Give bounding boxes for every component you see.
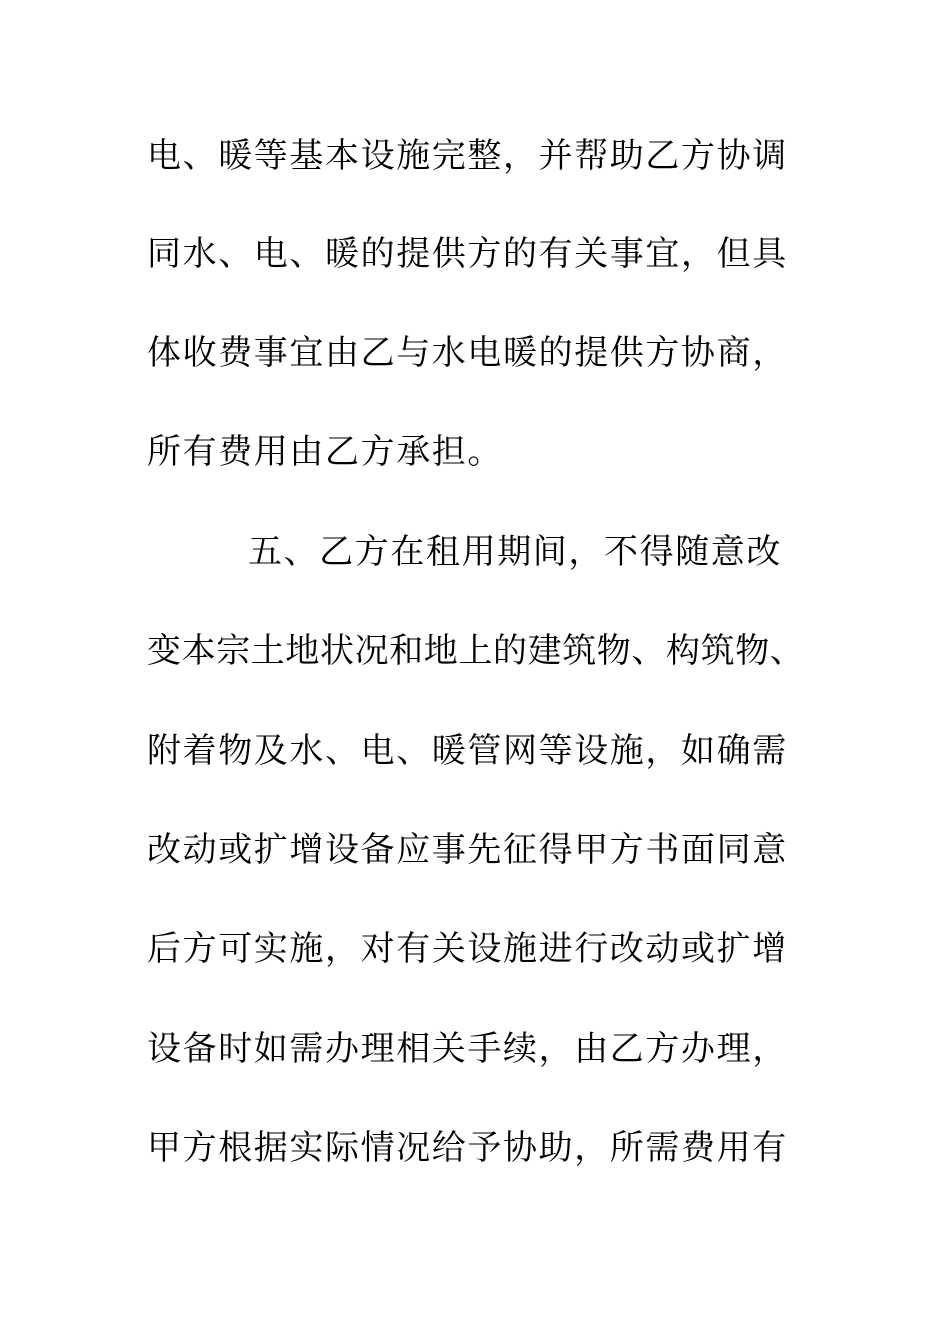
body-text-line: 体收费事宜由乙与水电暖的提供方协商， <box>147 333 788 373</box>
body-text-line: 甲方根据实际情况给予协助，所需费用有 <box>147 1128 788 1168</box>
body-text-line: 附着物及水、电、暖管网等设施，如确需 <box>147 731 788 771</box>
body-text-line: 电、暖等基本设施完整，并帮助乙方协调 <box>147 136 788 176</box>
body-text-line: 改动或扩增设备应事先征得甲方书面同意 <box>147 830 788 870</box>
body-text-line: 同水、电、暖的提供方的有关事宜，但具 <box>147 234 788 274</box>
section-five-first-line: 五、乙方在租用期间，不得随意改 <box>248 532 782 572</box>
body-text-line: 变本宗土地状况和地上的建筑物、构筑物、 <box>147 631 805 671</box>
body-text-line: 设备时如需办理相关手续，由乙方办理， <box>147 1029 788 1069</box>
body-text-line: 所有费用由乙方承担。 <box>147 432 503 472</box>
body-text-line: 后方可实施，对有关设施进行改动或扩增 <box>147 929 788 969</box>
